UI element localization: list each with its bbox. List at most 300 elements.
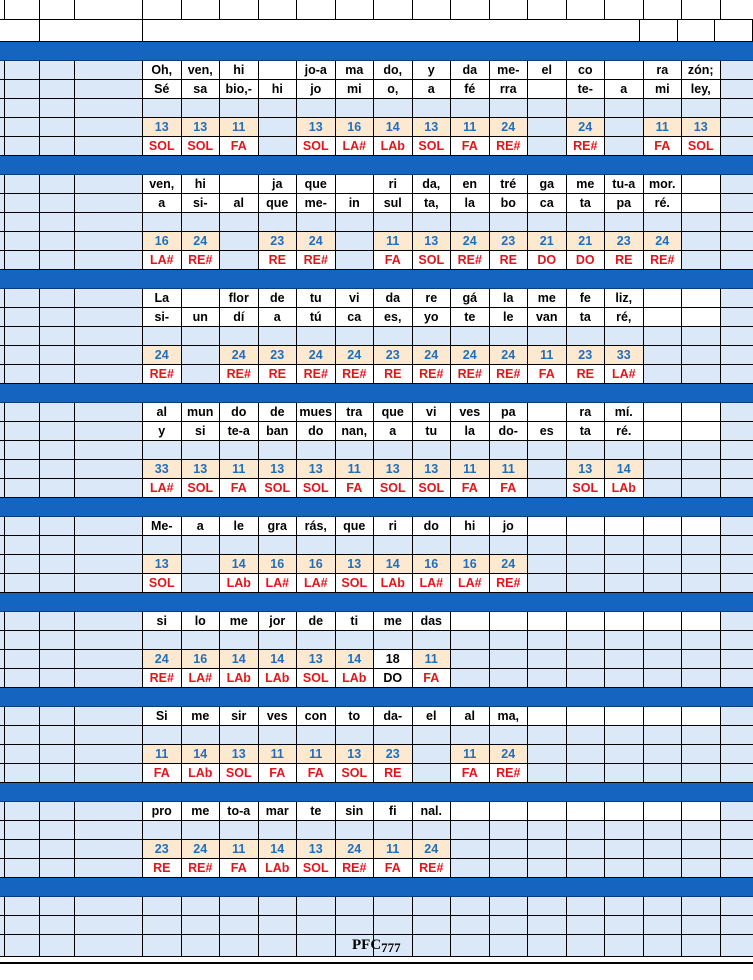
grid-cell: [220, 99, 259, 118]
note-number: 16: [413, 555, 452, 574]
grid-cell: [721, 289, 753, 308]
note-name: SOL: [336, 764, 375, 783]
grid-cell: [5, 289, 40, 308]
grid-cell: [605, 137, 644, 156]
grid-cell: [220, 327, 259, 346]
grid-cell: [5, 441, 40, 460]
note-name: FA: [490, 479, 529, 498]
lyric-syllable: de: [297, 612, 336, 631]
note-number: 24: [490, 346, 529, 365]
grid-cell: [143, 327, 182, 346]
note-name: FA: [220, 137, 259, 156]
lyric-syllable: ra: [644, 61, 683, 80]
note-number: 23: [490, 232, 529, 251]
note-number: 13: [182, 118, 221, 137]
note-number: 13: [182, 460, 221, 479]
grid-cell: [40, 574, 75, 593]
grid-cell: [40, 612, 75, 631]
lyric-syllable: te-a: [220, 422, 259, 441]
grid-cell: [644, 99, 683, 118]
lyric-syllable: y: [143, 422, 182, 441]
lyric-syllable: tra: [336, 403, 375, 422]
grid-cell: [451, 650, 490, 669]
grid-cell: [5, 574, 40, 593]
note-number: 24: [567, 118, 606, 137]
grid-cell: [721, 441, 753, 460]
grid-cell: [567, 840, 606, 859]
grid-cell: [528, 460, 567, 479]
grid-cell: [721, 118, 753, 137]
note-name: RE#: [413, 859, 452, 878]
note-name: RE: [374, 365, 413, 384]
grid-cell: [644, 574, 683, 593]
grid-cell: [451, 213, 490, 232]
grid-cell: [605, 0, 644, 20]
grid-cell: [75, 707, 143, 726]
lyric-syllable: sa: [182, 80, 221, 99]
note-name: RE#: [336, 365, 375, 384]
grid-cell: [451, 802, 490, 821]
note-number: 11: [143, 745, 182, 764]
note-name: FA: [143, 764, 182, 783]
note-name: LA#: [336, 137, 375, 156]
grid-cell: [75, 346, 143, 365]
grid-cell: [75, 460, 143, 479]
grid-cell: [528, 327, 567, 346]
note-name: SOL: [297, 137, 336, 156]
grid-cell: [5, 232, 40, 251]
grid-cell: [490, 821, 529, 840]
lyric-syllable: mi: [336, 80, 375, 99]
note-name: DO: [374, 669, 413, 688]
grid-cell: [40, 251, 75, 270]
section-divider: [0, 688, 753, 707]
grid-cell: [721, 422, 753, 441]
grid-cell: [143, 0, 182, 20]
grid-cell: [75, 935, 143, 957]
grid-cell: [143, 536, 182, 555]
note-name: FA: [413, 669, 452, 688]
note-name: SOL: [259, 479, 298, 498]
grid-cell: [490, 897, 529, 916]
grid-cell: [40, 840, 75, 859]
note-number: 23: [374, 745, 413, 764]
note-name: DO: [528, 251, 567, 270]
grid-cell: [75, 574, 143, 593]
lyric-syllable: do: [297, 422, 336, 441]
grid-cell: [413, 745, 452, 764]
lyric-syllable: el: [528, 61, 567, 80]
grid-cell: [336, 99, 375, 118]
grid-cell: [490, 840, 529, 859]
grid-cell: [567, 213, 606, 232]
grid-cell: [336, 821, 375, 840]
note-number: 14: [220, 650, 259, 669]
grid-cell: [644, 821, 683, 840]
grid-cell: [721, 327, 753, 346]
note-name: RE#: [182, 859, 221, 878]
lyric-syllable: da: [451, 61, 490, 80]
grid-cell: [528, 0, 567, 20]
note-name: RE#: [490, 764, 529, 783]
lyric-syllable: te: [451, 308, 490, 327]
grid-cell: [644, 555, 683, 574]
note-name: RE#: [451, 251, 490, 270]
grid-cell: [182, 327, 221, 346]
grid-cell: [528, 821, 567, 840]
grid-cell: [528, 80, 567, 99]
grid-cell: [490, 669, 529, 688]
note-number: 13: [297, 460, 336, 479]
note-name: FA: [451, 479, 490, 498]
note-number: 18: [374, 650, 413, 669]
note-number: 14: [374, 118, 413, 137]
lyric-syllable: la: [451, 194, 490, 213]
grid-cell: [374, 0, 413, 20]
grid-cell: [5, 61, 40, 80]
grid-cell: [605, 536, 644, 555]
grid-cell: [259, 118, 298, 137]
grid-cell: [490, 327, 529, 346]
grid-cell: [75, 897, 143, 916]
grid-cell: [682, 897, 721, 916]
grid-cell: [490, 802, 529, 821]
grid-cell: [75, 289, 143, 308]
lyric-syllable: ma: [336, 61, 375, 80]
grid-cell: [182, 555, 221, 574]
note-number: 13: [413, 232, 452, 251]
note-name: LAb: [374, 137, 413, 156]
lyric-syllable: mor.: [644, 175, 683, 194]
note-number: 11: [451, 118, 490, 137]
grid-cell: [451, 840, 490, 859]
grid-cell: [721, 99, 753, 118]
lyric-syllable: en: [451, 175, 490, 194]
grid-cell: [567, 859, 606, 878]
note-name: RE#: [451, 365, 490, 384]
lyric-syllable: ban: [259, 422, 298, 441]
grid-cell: [5, 764, 40, 783]
lyric-syllable: ri: [374, 517, 413, 536]
note-number: 13: [259, 460, 298, 479]
grid-cell: [490, 916, 529, 935]
note-number: 11: [336, 460, 375, 479]
note-number: 11: [259, 745, 298, 764]
grid-cell: [5, 669, 40, 688]
grid-cell: [182, 289, 221, 308]
grid-cell: [490, 213, 529, 232]
grid-cell: [413, 631, 452, 650]
grid-cell: [5, 745, 40, 764]
lyric-syllable: ves: [451, 403, 490, 422]
grid-cell: [721, 517, 753, 536]
lyric-syllable: a: [605, 80, 644, 99]
grid-cell: [528, 859, 567, 878]
note-number: 24: [490, 118, 529, 137]
note-number: 24: [336, 346, 375, 365]
lyric-syllable: ré.: [605, 422, 644, 441]
grid-cell: [528, 631, 567, 650]
grid-cell: [528, 650, 567, 669]
grid-cell: [721, 764, 753, 783]
grid-cell: [5, 99, 40, 118]
note-number: 13: [567, 460, 606, 479]
lyric-syllable: con: [297, 707, 336, 726]
grid-cell: [413, 536, 452, 555]
lyric-syllable: y: [413, 61, 452, 80]
note-name: LAb: [605, 479, 644, 498]
lyric-syllable: al: [451, 707, 490, 726]
grid-cell: [528, 137, 567, 156]
grid-cell: [490, 935, 529, 957]
grid-cell: [220, 0, 259, 20]
grid-cell: [5, 802, 40, 821]
note-number: 21: [567, 232, 606, 251]
grid-cell: [567, 802, 606, 821]
grid-cell: [682, 631, 721, 650]
grid-cell: [567, 555, 606, 574]
note-name: FA: [644, 137, 683, 156]
lyric-syllable: ja: [259, 175, 298, 194]
grid-cell: [75, 669, 143, 688]
grid-cell: [40, 346, 75, 365]
grid-cell: [220, 821, 259, 840]
grid-cell: [682, 669, 721, 688]
grid-cell: [40, 897, 75, 916]
grid-cell: [5, 308, 40, 327]
grid-cell: [490, 650, 529, 669]
grid-cell: [40, 175, 75, 194]
grid-cell: [721, 61, 753, 80]
lyric-syllable: si: [143, 612, 182, 631]
lyric-syllable: te-: [567, 80, 606, 99]
grid-cell: [259, 536, 298, 555]
grid-cell: [143, 99, 182, 118]
grid-cell: [605, 726, 644, 745]
lyric-syllable: me-: [297, 194, 336, 213]
lyric-syllable: sin: [336, 802, 375, 821]
lyric-syllable: flor: [220, 289, 259, 308]
grid-cell: [5, 118, 40, 137]
lyric-syllable: jor: [259, 612, 298, 631]
grid-cell: [721, 650, 753, 669]
grid-cell: [682, 821, 721, 840]
grid-cell: [682, 213, 721, 232]
lyric-syllable: do: [413, 517, 452, 536]
grid-cell: [259, 726, 298, 745]
grid-cell: [5, 194, 40, 213]
note-number: 23: [259, 232, 298, 251]
note-name: DO: [567, 251, 606, 270]
grid-cell: [5, 840, 40, 859]
grid-cell: [40, 479, 75, 498]
grid-cell: [374, 99, 413, 118]
grid-cell: [182, 365, 221, 384]
grid-cell: [567, 0, 606, 20]
grid-cell: [40, 536, 75, 555]
grid-cell: [721, 897, 753, 916]
grid-cell: [721, 631, 753, 650]
note-number: 23: [567, 346, 606, 365]
grid-cell: [682, 935, 721, 957]
grid-cell: [297, 897, 336, 916]
grid-cell: [5, 175, 40, 194]
note-name: FA: [451, 764, 490, 783]
lyric-syllable: tu-a: [605, 175, 644, 194]
lyric-syllable: rra: [490, 80, 529, 99]
grid-cell: [721, 726, 753, 745]
grid-cell: [721, 536, 753, 555]
grid-cell: [644, 916, 683, 935]
grid-cell: [644, 935, 683, 957]
grid-cell: [40, 802, 75, 821]
lyric-syllable: mar: [259, 802, 298, 821]
song-number: [40, 20, 143, 42]
grid-cell: [490, 726, 529, 745]
grid-cell: [220, 536, 259, 555]
grid-cell: [75, 308, 143, 327]
grid-cell: [721, 479, 753, 498]
note-name: FA: [374, 859, 413, 878]
grid-cell: [297, 726, 336, 745]
note-number: 14: [605, 460, 644, 479]
lyric-syllable: gá: [451, 289, 490, 308]
grid-cell: [682, 403, 721, 422]
note-name: RE#: [297, 365, 336, 384]
lyric-syllable: ré,: [605, 308, 644, 327]
grid-cell: [605, 99, 644, 118]
note-number: 24: [182, 840, 221, 859]
grid-cell: [374, 916, 413, 935]
grid-cell: [413, 99, 452, 118]
grid-cell: [682, 99, 721, 118]
grid-cell: [75, 859, 143, 878]
grid-cell: [5, 346, 40, 365]
grid-cell: [5, 517, 40, 536]
grid-cell: [682, 289, 721, 308]
grid-cell: [721, 802, 753, 821]
grid-cell: [220, 631, 259, 650]
note-name: SOL: [567, 479, 606, 498]
grid-cell: [644, 840, 683, 859]
grid-cell: [721, 745, 753, 764]
grid-cell: [182, 916, 221, 935]
grid-cell: [721, 935, 753, 957]
grid-cell: [5, 403, 40, 422]
lyric-syllable: sul: [374, 194, 413, 213]
grid-cell: [644, 745, 683, 764]
lyric-syllable: mun: [182, 403, 221, 422]
grid-cell: [682, 745, 721, 764]
grid-cell: [40, 308, 75, 327]
lyric-syllable: zón;: [682, 61, 721, 80]
note-number: 13: [413, 118, 452, 137]
lyric-syllable: tré: [490, 175, 529, 194]
lyric-syllable: ma,: [490, 707, 529, 726]
lyric-syllable: ca: [336, 308, 375, 327]
grid-cell: [220, 175, 259, 194]
note-number: 33: [143, 460, 182, 479]
lyric-syllable: hi: [259, 80, 298, 99]
grid-cell: [644, 346, 683, 365]
grid-cell: [640, 20, 678, 42]
grid-cell: [528, 213, 567, 232]
footer-sub: 777: [381, 940, 401, 955]
lyric-syllable: rás,: [297, 517, 336, 536]
grid-cell: [605, 612, 644, 631]
grid-cell: [490, 441, 529, 460]
grid-cell: [721, 137, 753, 156]
grid-cell: [721, 707, 753, 726]
grid-cell: [40, 821, 75, 840]
lyric-syllable: ta: [567, 308, 606, 327]
note-number: 23: [374, 346, 413, 365]
grid-cell: [413, 0, 452, 20]
lyric-syllable: in: [336, 194, 375, 213]
note-number: 13: [220, 745, 259, 764]
note-name: SOL: [413, 137, 452, 156]
grid-cell: [297, 99, 336, 118]
note-number: 16: [182, 650, 221, 669]
lyric-syllable: hi: [182, 175, 221, 194]
grid-cell: [605, 555, 644, 574]
grid-cell: [40, 669, 75, 688]
lyric-syllable: me: [374, 612, 413, 631]
note-name: SOL: [143, 137, 182, 156]
grid-cell: [75, 80, 143, 99]
grid-cell: [644, 612, 683, 631]
grid-cell: [682, 707, 721, 726]
lyric-syllable: hi: [451, 517, 490, 536]
grid-cell: [605, 859, 644, 878]
grid-cell: [75, 821, 143, 840]
note-name: FA: [374, 251, 413, 270]
lyric-syllable: que: [336, 517, 375, 536]
lyric-syllable: jo: [297, 80, 336, 99]
grid-cell: [490, 99, 529, 118]
grid-cell: [75, 0, 143, 20]
note-number: 13: [143, 118, 182, 137]
note-number: 11: [644, 118, 683, 137]
grid-cell: [182, 935, 221, 957]
grid-cell: [5, 859, 40, 878]
grid-cell: [259, 213, 298, 232]
note-number: 13: [413, 460, 452, 479]
grid-cell: [605, 840, 644, 859]
lyric-syllable: co: [567, 61, 606, 80]
lyric-syllable: el: [413, 707, 452, 726]
grid-cell: [451, 726, 490, 745]
note-number: 14: [182, 745, 221, 764]
grid-cell: [644, 289, 683, 308]
note-name: RE: [605, 251, 644, 270]
grid-cell: [715, 20, 753, 42]
grid-cell: [0, 20, 40, 42]
lyric-syllable: fi: [374, 802, 413, 821]
lyric-syllable: van: [528, 308, 567, 327]
grid-cell: [605, 897, 644, 916]
grid-cell: [721, 365, 753, 384]
section-divider: [0, 593, 753, 612]
song-title: [143, 20, 640, 42]
grid-cell: [605, 669, 644, 688]
note-number: 24: [413, 346, 452, 365]
grid-cell: [721, 460, 753, 479]
grid-cell: [220, 441, 259, 460]
lyric-syllable: le: [220, 517, 259, 536]
grid-cell: [182, 726, 221, 745]
grid-cell: [644, 802, 683, 821]
